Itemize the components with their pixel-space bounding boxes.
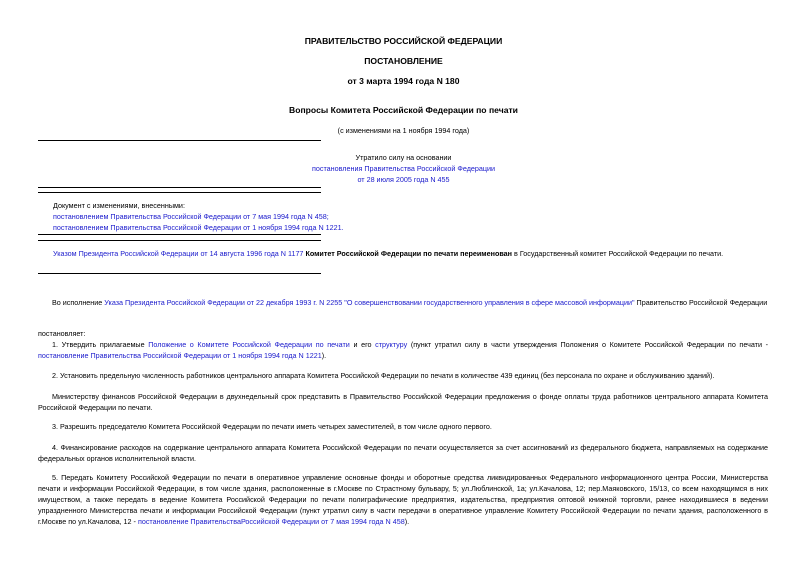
decree-word: постановляет: <box>38 329 86 338</box>
intro-decree-link[interactable]: Указа Президента Российской Федерации от 22 декабря 1993 г. N 2255 "О совершенствовании государственного управления в сфере массовой информации" <box>104 298 635 307</box>
divider <box>38 273 321 274</box>
void-notice <box>300 152 507 185</box>
p1-text-c: (пункт утратил силу в части утверждения Положения о Комитете Российской Федерации по печати - <box>410 340 768 349</box>
rename-note <box>53 248 773 259</box>
void-notice-link-2[interactable]: от 28 июля 2005 года N 455 <box>357 175 450 184</box>
paragraph-3: 3. Разрешить председателю Комитета Российской Федерации по печати иметь четырех заместителей, в том числе одного первого. <box>52 422 492 431</box>
void-notice-link-1[interactable]: постановления Правительства Российской Федерации <box>311 164 496 173</box>
rename-rest-text: в Государственный комитет Российской Федерации по печати. <box>514 249 724 258</box>
amendments-label: Документ с изменениями, внесенными: <box>53 201 185 210</box>
paragraph-4: 4. Финансирование расходов на содержание центрального аппарата Комитета Российской Федерации по печати осуществляется за счет ассигнований из федерального бюджета, направляемых на содержание федеральных органов исполнительной власти. <box>38 443 768 463</box>
paragraph-1 <box>38 339 768 361</box>
void-notice-text: Утратило силу на основании <box>355 153 452 162</box>
p5-resolution-link[interactable]: постановление ПравительстваРоссийской Федерации от 7 мая 1994 года N 458 <box>137 517 405 526</box>
amendment-link-2[interactable]: постановлением Правительства Российской Федерации от 1 ноября 1994 года N 1221. <box>53 223 344 232</box>
divider <box>38 240 321 241</box>
intro-paragraph <box>38 297 768 308</box>
p1-text-a: 1. Утвердить прилагаемые <box>52 340 145 349</box>
changes-note: (с изменениями на 1 ноября 1994 года) <box>337 126 470 135</box>
p1-text-d: ). <box>321 351 327 360</box>
p1-regulation-link[interactable]: Положение о Комитете Российской Федерации по печати <box>148 340 350 349</box>
intro-post: Правительство Российской Федерации <box>636 298 768 307</box>
divider <box>38 187 321 188</box>
divider <box>38 192 321 193</box>
document-date: от 3 марта 1994 года N 180 <box>347 76 460 86</box>
p1-text-b: и его <box>353 340 372 349</box>
p1-resolution-link[interactable]: постановление Правительства Российской Федерации от 1 ноября 1994 года N 1221 <box>38 351 322 360</box>
paragraph-2b: Министерству финансов Российской Федерации в двухнедельный срок представить в Правительство Российской Федерации предложения о фонде оплаты труда работников центрального аппарата Комитета Российской Федерации по печати. <box>38 392 768 412</box>
amendment-link-1[interactable]: постановлением Правительства Российской Федерации от 7 мая 1994 года N 458; <box>53 212 329 221</box>
rename-decree-link[interactable]: Указом Президента Российской Федерации от 14 августа 1996 года N 1177 <box>53 249 304 258</box>
divider <box>38 140 321 141</box>
paragraph-2: 2. Установить предельную численность работников центрального аппарата Комитета Российской Федерации по печати в количестве 439 единиц (без персонала по охране и обслуживанию зданий). <box>52 371 715 380</box>
p5-end: ). <box>404 517 410 526</box>
document-title: Вопросы Комитета Российской Федерации по печати <box>289 105 518 115</box>
government-heading: ПРАВИТЕЛЬСТВО РОССИЙСКОЙ ФЕДЕРАЦИИ <box>304 36 503 46</box>
document-type: ПОСТАНОВЛЕНИЕ <box>364 56 443 66</box>
amendments-block <box>53 200 453 233</box>
divider <box>38 234 321 235</box>
p5-text: 5. Передать Комитету Российской Федерации по печати в оперативное управление основные фонды и оборотные средства ликвидированных Федерального информационного центра России, Министерства печати и информации Российской Федерации, в том числе здания, расположенные в г.Москве по Страстному бульвару, 5; ул.Люблинской, 1а; ул.Качалова, 12; пер.Маяковского, 15/13, со всем находящимся в них имуществом, а также передать в ведение Комитета Российской Федерации по печати полиграфические предприятия, издательства, предприятия оптовой книжной торговли, ранее находившиеся в ведении упраздненного Министерства печати и информации Российской Федерации (пункт утратил силу в части передачи в оперативное управление Комитету Российской Федерации по печати здания, расположенного в г.Москве по ул.Качалова, 12 - <box>38 473 768 526</box>
paragraph-5 <box>38 472 768 527</box>
p1-structure-link[interactable]: структуру <box>375 340 408 349</box>
rename-bold-text: Комитет Российской Федерации по печати переименован <box>305 249 513 258</box>
intro-pre: Во исполнение <box>52 298 103 307</box>
